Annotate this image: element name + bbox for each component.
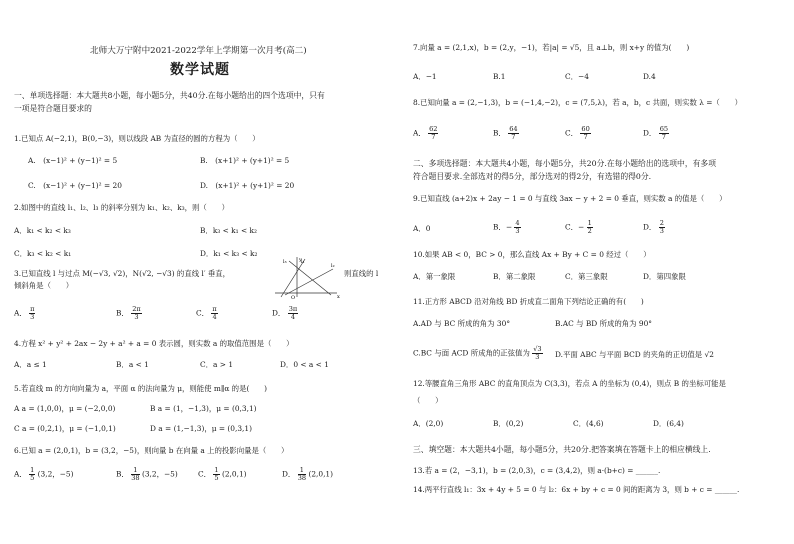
- exam-header: 北师大万宁附中2021-2022学年上学期第一次月考(高二): [90, 46, 307, 56]
- q9-option-d: D． $\frac{2}{3}$: [643, 219, 664, 235]
- q4-option-c: C．a > 1: [200, 360, 234, 369]
- q13-stem: 13.若 a = (2，−3,1)，b = (2,0,3)，c = (3,4,2)，则 a·(b+c) = ______.: [413, 466, 661, 475]
- q7-option-d: D.4: [643, 72, 656, 81]
- q6-option-d: D． $\frac{1}{38}$ (2,0,1): [282, 466, 334, 482]
- section1-line1: 一、单项选择题：本大题共8小题，每小题5分，共40分.在每小题给出的四个选项中，只有: [14, 91, 325, 100]
- section3-line: 三、填空题：本大题共4小题，每小题5分，共20分.把答案填在答题卡上的相应横线上.: [413, 445, 711, 454]
- label-x: x: [337, 294, 340, 299]
- q12-option-c: C．(4,6): [573, 419, 604, 428]
- q5-stem: 5.若直线 m 的方向向量为 a，平面 α 的法向量为 μ，则能使 m∥α 的是( ): [14, 384, 268, 393]
- section2-line1: 二、多项选择题：本大题共4小题，每小题5分，共20分.在每小题给出的选项中，有多项: [413, 159, 717, 168]
- q6-option-c: C． $\frac{1}{5}$ (2,0,1): [198, 466, 247, 482]
- q3-lines-figure: [271, 255, 343, 299]
- q3-option-a: A． $\frac{\pi}{3}$: [14, 305, 35, 321]
- q4-stem: 4.方程 x² + y² + 2ax − 2y + a² + a = 0 表示圆，则实数 a 的取值范围是（ ）: [14, 339, 294, 348]
- q10-option-a: A．第一象限: [413, 272, 456, 281]
- q2-option-a: A．k₁ < k₂ < k₃: [14, 226, 71, 235]
- q10-stem: 10.如果 AB < 0，BC > 0，那么直线 Ax + By + C = 0 经过（ ）: [413, 250, 651, 259]
- q6-option-b: B． $\frac{1}{38}$ (3,2，−5): [116, 466, 178, 482]
- q11-option-c: C.BC 与面 ACD 所成角的正弦值为 $\frac{√3}{3}$: [413, 345, 542, 361]
- q7-stem: 7.向量 a = (2,1,x)，b = (2,y，−1)，若|a| = √5，且 a⊥b，则 x+y 的值为( ): [413, 43, 690, 52]
- page-title: 数学试题: [170, 62, 230, 78]
- label-l3: l₃: [283, 259, 287, 265]
- q3-stem-line2: 倾斜角是（ ）: [14, 281, 74, 290]
- q8-option-c: C． $\frac{60}{7}$: [565, 125, 590, 141]
- q3-stem-tail: 则直线的 l: [344, 269, 379, 278]
- section1-line2: 一项是符合题目要求的: [14, 104, 92, 113]
- q12-stem-line2: （ ）: [413, 396, 443, 405]
- q1-option-d: D. (x+1)² + (y+1)² = 20: [200, 181, 295, 190]
- q8-option-a: A． $\frac{62}{7}$: [413, 125, 438, 141]
- section2-line2: 符合题目要求.全部选对的得5分，部分选对的得2分，有选错的得0分.: [413, 172, 652, 181]
- q2-option-d: D．k₁ < k₃ < k₂: [200, 249, 258, 258]
- q9-option-c: C．− $\frac{1}{2}$: [565, 219, 592, 235]
- q8-stem: 8.已知向量 a = (2,−1,3)，b = (−1,4,−2)，c = (7,5,λ)，若 a，b，c 共面，则实数 λ =（ ）: [413, 98, 742, 107]
- q3-option-d: D． $\frac{3\pi}{4}$: [272, 305, 298, 321]
- q10-option-c: C．第三象限: [565, 272, 608, 281]
- q9-option-b: B．− $\frac{4}{3}$: [493, 219, 520, 235]
- q7-option-b: B.1: [493, 72, 506, 81]
- q2-option-c: C．k₃ < k₂ < k₁: [14, 249, 72, 258]
- q12-option-d: D．(6,4): [653, 419, 684, 428]
- q8-option-b: B． $\frac{64}{7}$: [493, 125, 518, 141]
- right-column: [397, 0, 794, 544]
- q8-option-d: D． $\frac{65}{7}$: [643, 125, 669, 141]
- q7-option-a: A．−1: [413, 72, 437, 81]
- q14-stem: 14.两平行直线 l₁：3x + 4y + 5 = 0 与 l₂：6x + by + c = 0 间的距离为 3，则 b + c = ______.: [413, 485, 740, 494]
- q12-option-b: B．(0,2): [493, 419, 524, 428]
- q6-option-a: A． $\frac{1}{5}$ (3,2，−5): [14, 466, 74, 482]
- label-l1: l₁: [301, 259, 305, 265]
- label-y: y: [299, 257, 302, 263]
- q7-option-c: C．−4: [565, 72, 589, 81]
- q1-option-b: B. (x+1)² + (y+1)² = 5: [200, 156, 290, 165]
- q9-option-a: A．0: [413, 224, 431, 233]
- q2-option-b: B．k₃ < k₁ < k₂: [200, 226, 257, 235]
- q5-option-c: C a = (0,2,1)，μ = (−1,0,1): [14, 424, 116, 433]
- q1-option-c: C. (x−1)² + (y−1)² = 20: [28, 181, 122, 190]
- q3-stem-line1: 3.已知直线 l 与过点 M(−√3, √2)，N(√2, −√3) 的直线 l′ 垂直，: [14, 269, 231, 278]
- q3-option-c: C． $\frac{\pi}{4}$: [196, 305, 217, 321]
- q12-option-a: A．(2,0): [413, 419, 444, 428]
- q1-option-a: A. (x−1)² + (y−1)² = 5: [28, 156, 118, 165]
- q10-option-b: B．第二象限: [493, 272, 536, 281]
- q10-option-d: D．第四象限: [643, 272, 686, 281]
- q5-option-a: A a = (1,0,0)，μ = (−2,0,0): [14, 404, 116, 413]
- q4-option-b: B．a < 1: [116, 360, 149, 369]
- label-origin: O: [291, 295, 296, 299]
- q11-option-a: A.AD 与 BC 所成的角为 30°: [413, 319, 511, 328]
- label-l2: l₂: [331, 263, 335, 269]
- q5-option-d: D a = (1,−1,3)，μ = (0,3,1): [150, 424, 252, 433]
- q12-stem-line1: 12.等腰直角三角形 ABC 的直角顶点为 C(3,3)，若点 A 的坐标为 (0,4)，则点 B 的坐标可能是: [413, 379, 726, 388]
- q5-option-b: B a = (1，−1,3)，μ = (0,3,1): [150, 404, 257, 413]
- q11-option-b: B.AC 与 BD 所成的角为 90°: [555, 319, 652, 328]
- q11-option-d: D.平面 ABC 与平面 BCD 的夹角的正切值是 √2: [555, 350, 714, 359]
- q2-stem: 2.如图中的直线 l₁、l₂、l₃ 的斜率分别为 k₁、k₂、k₃，则（ ）: [14, 203, 229, 212]
- q9-stem: 9.已知直线 (a+2)x + 2ay − 1 = 0 与直线 3ax − y + 2 = 0 垂直，则实数 a 的值是（ ）: [413, 194, 727, 203]
- q4-option-d: D．0 < a < 1: [280, 360, 329, 369]
- q1-stem: 1.已知点 A(−2,1)，B(0,−3)，则以线段 AB 为直径的圆的方程为（ ）: [14, 134, 260, 143]
- q6-stem: 6.已知 a = (2,0,1)，b = (3,2，−5)，则向量 b 在向量 a 上的投影向量是（ ）: [14, 446, 289, 455]
- line-l3: [289, 261, 331, 295]
- q11-stem: 11.正方形 ABCD 沿对角线 BD 折成直二面角下列结论正确的有( ): [413, 297, 644, 306]
- q3-option-b: B． $\frac{2\pi}{3}$: [116, 305, 141, 321]
- q4-option-a: A．a ≤ 1: [14, 360, 47, 369]
